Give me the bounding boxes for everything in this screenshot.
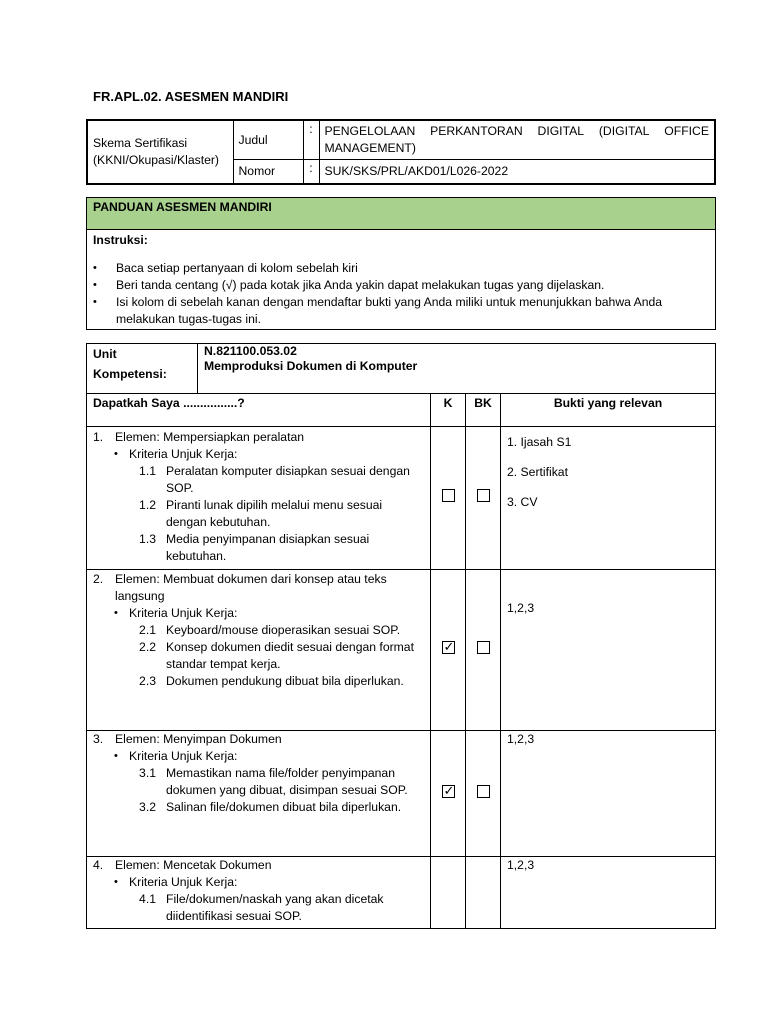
element-title: Elemen: Mencetak Dokumen — [115, 858, 272, 872]
kuk-label: Kriteria Unjuk Kerja: — [129, 875, 238, 889]
criterion-text: Peralatan komputer disiapkan sesuai dengan SOP. — [166, 464, 410, 495]
k-cell-empty — [431, 857, 466, 929]
table-row — [87, 857, 716, 929]
table-row — [87, 570, 716, 731]
kuk-label: Kriteria Unjuk Kerja: — [129, 749, 238, 763]
nomor-colon: : — [303, 160, 319, 184]
judul-label: Judul — [233, 120, 303, 160]
criterion-text: Media penyimpanan disiapkan sesuai kebutuhan. — [166, 532, 370, 563]
element-cell: 4. Elemen: Mencetak Dokumen • Kriteria Unjuk Kerja: 4.1 File/dokumen/naskah yang akan dicetak diidentifikasi sesuai SOP. — [87, 857, 431, 929]
guide-table — [86, 197, 716, 330]
guide-body — [87, 230, 716, 330]
unit-table — [86, 343, 716, 929]
table-row — [87, 427, 716, 570]
scheme-label: Skema Sertifikasi (KKNI/Okupasi/Klaster) — [87, 120, 233, 184]
bk-checkbox[interactable] — [477, 641, 490, 654]
bk-cell-empty — [466, 857, 501, 929]
scheme-table — [86, 119, 716, 185]
criterion-text: Dokumen pendukung dibuat bila diperlukan. — [166, 674, 404, 688]
judul-value: PENGELOLAAN PERKANTORAN DIGITAL (DIGITAL OFFICE MANAGEMENT) — [319, 120, 715, 160]
element-title: Elemen: Membuat dokumen dari konsep atau teks langsung — [115, 572, 387, 603]
criterion-text: Keyboard/mouse dioperasikan sesuai SOP. — [166, 623, 401, 637]
guide-header: PANDUAN ASESMEN MANDIRI — [87, 198, 716, 230]
judul-colon: : — [303, 120, 319, 160]
instruction-item: • Baca setiap pertanyaan di kolom sebelah kiri — [93, 260, 709, 277]
bk-checkbox[interactable] — [477, 785, 490, 798]
unit-label: Unit Kompetensi: — [87, 344, 198, 394]
instruction-list — [93, 260, 709, 328]
element-cell: 2. Elemen: Membuat dokumen dari konsep atau teks langsung • Kriteria Unjuk Kerja: 2.1 Keyboard/mouse dioperasikan sesuai SOP. 2.2 Konsep dokumen diedit sesuai dengan format standar tempat kerja. 2.3 Dokumen pendukung dibuat bila diperlukan. — [87, 570, 431, 731]
criterion-text: File/dokumen/naskah yang akan dicetak diidentifikasi sesuai SOP. — [166, 892, 384, 923]
unit-info — [198, 344, 716, 394]
instructions-label: Instruksi: — [93, 233, 148, 247]
nomor-label: Nomor — [233, 160, 303, 184]
k-checkbox[interactable] — [442, 641, 455, 654]
criterion-text: Memastikan nama file/folder penyimpanan dokumen yang dibuat, disimpan sesuai SOP. — [166, 766, 408, 797]
evidence-cell: 1,2,3 — [501, 857, 716, 929]
k-checkbox[interactable] — [442, 785, 455, 798]
col-question: Dapatkah Saya ................? — [87, 394, 431, 427]
element-title: Elemen: Mempersiapkan peralatan — [115, 430, 305, 444]
k-checkbox[interactable] — [442, 489, 455, 502]
instruction-item: • Beri tanda centang (√) pada kotak jika Anda yakin dapat melakukan tugas yang dijelaskan. — [93, 277, 709, 294]
kuk-label: Kriteria Unjuk Kerja: — [129, 447, 238, 461]
col-k: K — [431, 394, 466, 427]
instruction-item: • Isi kolom di sebelah kanan dengan mendaftar bukti yang Anda miliki untuk menunjukkan bahwa Anda melakukan tugas-tugas ini. — [93, 294, 709, 328]
kuk-label: Kriteria Unjuk Kerja: — [129, 606, 238, 620]
table-row — [87, 731, 716, 857]
evidence-cell: 1,2,3 — [501, 570, 716, 731]
criterion-text: Piranti lunak dipilih melalui menu sesuai dengan kebutuhan. — [166, 498, 383, 529]
col-evidence: Bukti yang relevan — [501, 394, 716, 427]
evidence-cell: 1. Ijasah S1 2. Sertifikat 3. CV — [501, 427, 716, 570]
element-cell: 3. Elemen: Menyimpan Dokumen • Kriteria Unjuk Kerja: 3.1 Memastikan nama file/folder penyimpanan dokumen yang dibuat, disimpan sesuai SOP. 3.2 Salinan file/dokumen dibuat bila diperlukan. — [87, 731, 431, 857]
element-cell: 1. Elemen: Mempersiapkan peralatan • Kriteria Unjuk Kerja: 1.1 Peralatan komputer disiapkan sesuai dengan SOP. 1.2 Piranti lunak dipilih melalui menu sesuai dengan kebutuhan. 1.3 Media penyimpanan disiapkan sesuai kebutuhan. — [87, 427, 431, 570]
evidence-cell: 1,2,3 — [501, 731, 716, 857]
element-title: Elemen: Menyimpan Dokumen — [115, 732, 282, 746]
unit-name: Memproduksi Dokumen di Komputer — [204, 359, 418, 373]
bk-checkbox[interactable] — [477, 489, 490, 502]
unit-code: N.821100.053.02 — [204, 344, 297, 358]
criterion-text: Konsep dokumen diedit sesuai dengan format standar tempat kerja. — [166, 640, 414, 671]
document-title: FR.APL.02. ASESMEN MANDIRI — [93, 89, 289, 104]
criterion-text: Salinan file/dokumen dibuat bila diperlukan. — [166, 800, 402, 814]
col-bk: BK — [466, 394, 501, 427]
nomor-value: SUK/SKS/PRL/AKD01/L026-2022 — [319, 160, 715, 184]
